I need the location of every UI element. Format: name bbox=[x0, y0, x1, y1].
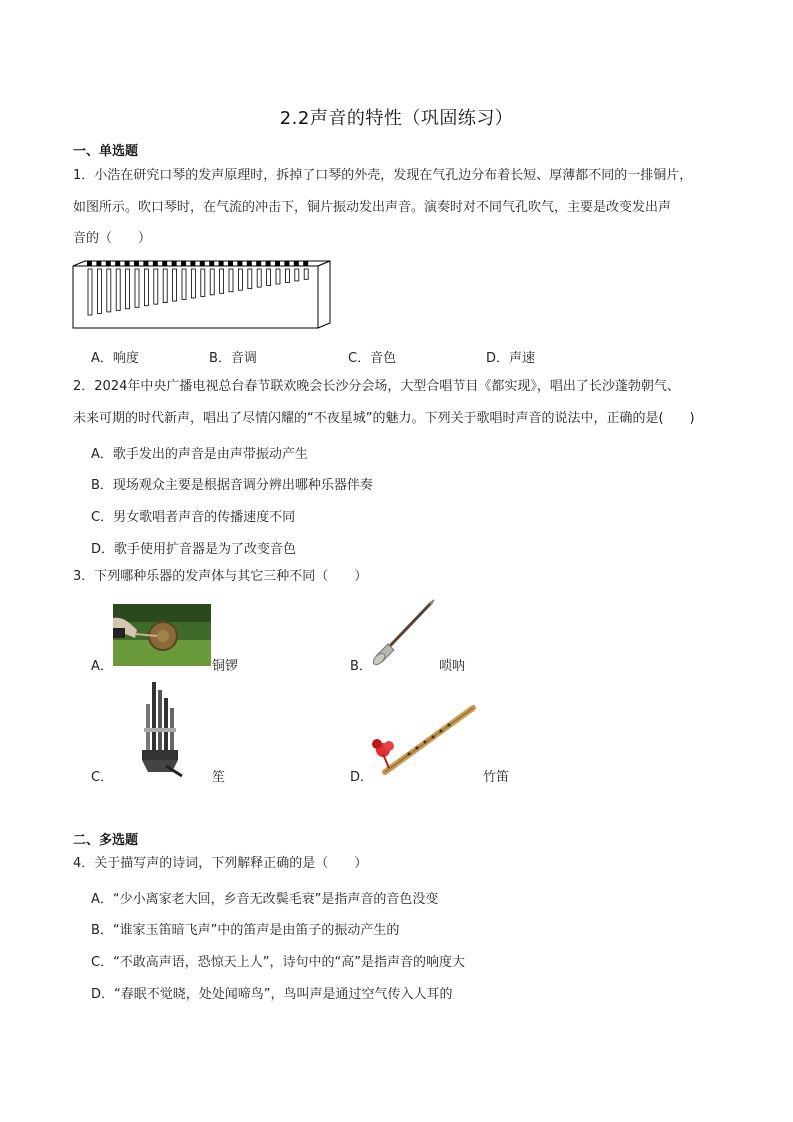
reed bbox=[267, 269, 271, 286]
q3-option-c-label[interactable]: 笙 bbox=[212, 770, 226, 785]
reed-slot bbox=[247, 262, 252, 267]
reed bbox=[191, 269, 195, 298]
q1-option-c[interactable]: C．音色 bbox=[348, 351, 397, 366]
q3-option-a-letter[interactable]: A． bbox=[91, 659, 113, 674]
reed-slot bbox=[96, 262, 101, 267]
q4-option-a[interactable]: A．“少小离家老大回，乡音无改鬓毛衰”是指声音的音色没变 bbox=[91, 892, 439, 907]
q3-option-b-letter[interactable]: B． bbox=[350, 659, 372, 674]
q2-line-2: 未来可期的时代新声，唱出了尽情闪耀的“不夜星城”的魅力。下列关于歌唱时声音的说法中，正确的是( ) bbox=[73, 411, 695, 426]
reed bbox=[295, 269, 299, 281]
reed bbox=[248, 269, 252, 289]
reed bbox=[154, 269, 158, 304]
q2-option-b[interactable]: B．现场观众主要是根据音调分辨出哪种乐器伴奏 bbox=[91, 478, 373, 493]
reed-slot bbox=[115, 262, 120, 267]
reed bbox=[135, 269, 139, 307]
reed bbox=[173, 269, 177, 301]
reed bbox=[126, 269, 130, 309]
reed-slot bbox=[106, 262, 111, 267]
reed bbox=[107, 269, 111, 312]
reed bbox=[201, 269, 205, 296]
q3-option-d-label[interactable]: 竹笛 bbox=[483, 770, 510, 785]
q4-option-d[interactable]: D．“春眠不觉晓，处处闻啼鸟”，鸟叫声是通过空气传入人耳的 bbox=[91, 987, 453, 1002]
q1-line-2: 如图所示。吹口琴时，在气流的冲击下，铜片振动发出声音。演奏时对不同气孔吹气，主要是改变发出声 bbox=[73, 200, 672, 215]
reed-slot bbox=[181, 262, 186, 267]
reed bbox=[88, 269, 92, 315]
reed-slot bbox=[153, 262, 158, 267]
reed bbox=[182, 269, 186, 300]
reed bbox=[144, 269, 148, 306]
suona-image bbox=[372, 598, 438, 666]
reed-slot bbox=[303, 262, 308, 267]
q1-line-3: 音的（ ） bbox=[73, 231, 152, 246]
q1-line-1: 1．小浩在研究口琴的发声原理时，拆掉了口琴的外壳，发现在气孔边分布着长短、厚薄都不同的一排铜片， bbox=[73, 168, 693, 183]
reed bbox=[97, 269, 101, 313]
q2-option-a[interactable]: A．歌手发出的声音是由声带振动产生 bbox=[91, 447, 308, 462]
q2-line-1: 2．2024年中央广播电视总台春节联欢晚会长沙分会场，大型合唱节目《都实现》，唱出了长沙蓬勃朝气、 bbox=[73, 379, 680, 394]
reed bbox=[229, 269, 233, 292]
reed-slot bbox=[162, 262, 167, 267]
reed-slot bbox=[256, 262, 261, 267]
reed-slot bbox=[134, 262, 139, 267]
reed bbox=[116, 269, 120, 310]
section-heading-multi-choice: 二、多选题 bbox=[73, 833, 139, 848]
reed-slot bbox=[294, 262, 299, 267]
reed-slot bbox=[228, 262, 233, 267]
reed bbox=[220, 269, 224, 293]
reed-slot bbox=[266, 262, 271, 267]
reed-slot bbox=[200, 262, 205, 267]
reed-slot bbox=[284, 262, 289, 267]
reed bbox=[285, 269, 289, 282]
reed-slot bbox=[275, 262, 280, 267]
q1-option-d[interactable]: D．声速 bbox=[486, 351, 536, 366]
reed bbox=[304, 269, 308, 279]
q3-option-d-letter[interactable]: D． bbox=[350, 770, 374, 785]
q3-option-a-label[interactable]: 铜锣 bbox=[212, 659, 239, 674]
reed bbox=[163, 269, 167, 303]
sheng-image bbox=[136, 680, 184, 778]
reed-slot bbox=[219, 262, 224, 267]
q2-option-d[interactable]: D．歌手使用扩音器是为了改变音色 bbox=[91, 542, 297, 557]
reed bbox=[257, 269, 261, 287]
reed bbox=[238, 269, 242, 290]
reed-slot bbox=[143, 262, 148, 267]
harmonica-reed-figure bbox=[72, 260, 334, 332]
reed-slot bbox=[172, 262, 177, 267]
reed-slot bbox=[87, 262, 92, 267]
section-heading-single-choice: 一、单选题 bbox=[73, 144, 139, 159]
page-title: 2.2声音的特性（巩固练习） bbox=[279, 108, 514, 129]
q4-option-c[interactable]: C．“不敢高声语，恐惊天上人”，诗句中的“高”是指声音的响度大 bbox=[91, 955, 466, 970]
bamboo-flute-image bbox=[369, 702, 477, 780]
reed-slot bbox=[237, 262, 242, 267]
q1-option-b[interactable]: B．音调 bbox=[209, 351, 257, 366]
q2-option-c[interactable]: C．男女歌唱者声音的传播速度不同 bbox=[91, 510, 296, 525]
q4-option-b[interactable]: B．“谁家玉笛暗飞声”中的笛声是由笛子的振动产生的 bbox=[91, 923, 400, 938]
reed-slot bbox=[125, 262, 130, 267]
q4-line-1: 4．关于描写声的诗词，下列解释正确的是（ ） bbox=[73, 856, 368, 871]
reed bbox=[210, 269, 214, 295]
q3-option-b-label[interactable]: 唢呐 bbox=[439, 659, 466, 674]
reed-slot bbox=[190, 262, 195, 267]
reed-slot bbox=[209, 262, 214, 267]
q1-option-a[interactable]: A．响度 bbox=[91, 351, 139, 366]
reed bbox=[276, 269, 280, 284]
q3-option-c-letter[interactable]: C． bbox=[91, 770, 114, 785]
gong-image bbox=[113, 604, 211, 666]
q3-line-1: 3．下列哪种乐器的发声体与其它三种不同（ ） bbox=[73, 569, 368, 584]
